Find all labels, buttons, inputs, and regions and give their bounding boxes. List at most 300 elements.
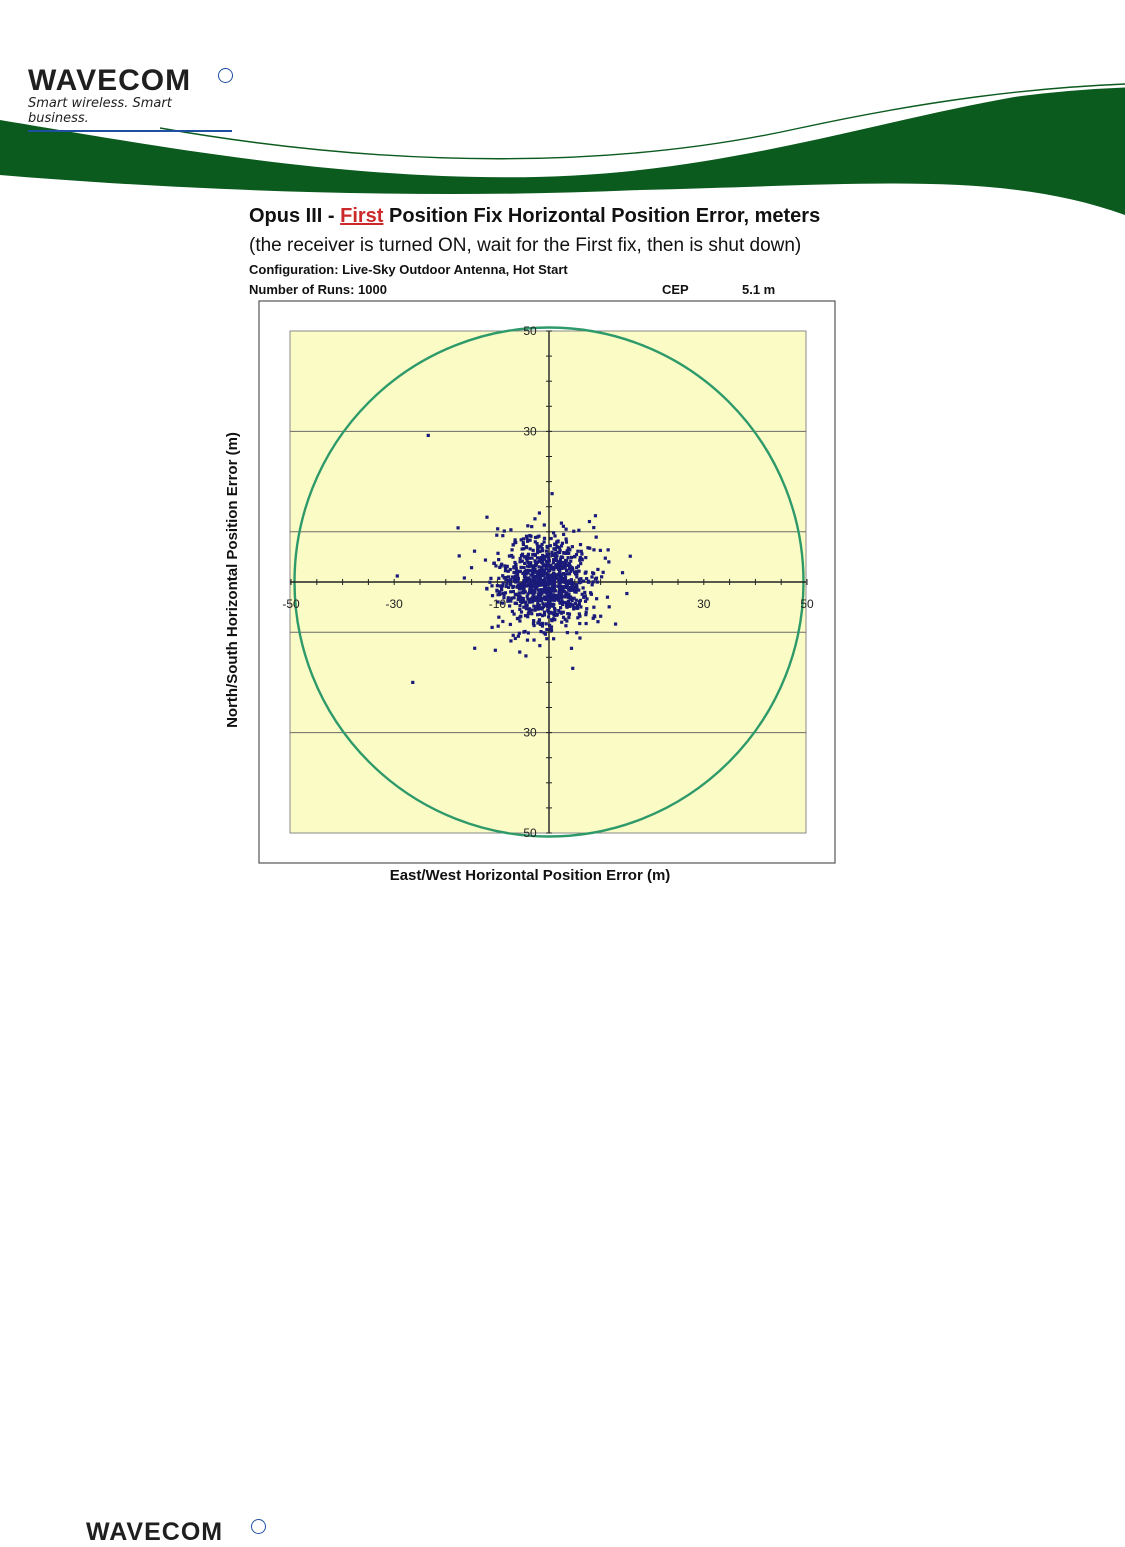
data-point <box>530 612 533 615</box>
data-point <box>592 617 595 620</box>
data-point <box>497 616 500 619</box>
data-point <box>595 597 598 600</box>
data-point <box>567 546 570 549</box>
data-point <box>524 590 527 593</box>
data-point <box>572 581 575 584</box>
data-point <box>575 566 578 569</box>
title-suffix: Position Fix Horizontal Position Error, meters <box>383 205 821 227</box>
data-point <box>529 547 532 550</box>
data-point <box>532 595 535 598</box>
data-point <box>549 611 552 614</box>
data-point <box>524 604 527 607</box>
data-point <box>532 570 535 573</box>
data-point <box>518 608 521 611</box>
y-tick-label: 30 <box>523 725 537 740</box>
data-point <box>543 578 546 581</box>
data-point <box>608 605 611 608</box>
data-point <box>572 530 575 533</box>
data-point-outlier <box>607 560 610 563</box>
data-point <box>522 566 525 569</box>
data-point <box>533 583 536 586</box>
data-point <box>561 580 564 583</box>
data-point <box>629 555 632 558</box>
data-point <box>514 563 517 566</box>
data-point <box>490 584 493 587</box>
data-point <box>599 615 602 618</box>
data-point <box>591 580 594 583</box>
data-point <box>587 581 590 584</box>
data-point <box>575 631 578 634</box>
data-point <box>494 564 497 567</box>
data-point <box>456 526 459 529</box>
data-point <box>537 594 540 597</box>
data-point <box>542 591 545 594</box>
data-point <box>580 550 583 553</box>
data-point <box>591 571 594 574</box>
data-point <box>495 589 498 592</box>
data-point <box>565 541 568 544</box>
data-point <box>503 529 506 532</box>
data-point <box>515 567 518 570</box>
data-point <box>558 586 561 589</box>
data-point <box>522 537 525 540</box>
data-point <box>596 580 599 583</box>
data-point <box>567 616 570 619</box>
data-point <box>543 631 546 634</box>
data-point <box>508 604 511 607</box>
data-point <box>545 628 548 631</box>
chart-subtitle: (the receiver is turned ON, wait for the First fix, then is shut down) <box>249 235 802 256</box>
x-tick-label: 50 <box>800 597 814 611</box>
data-point <box>501 534 504 537</box>
data-point <box>545 637 548 640</box>
data-point <box>553 578 556 581</box>
data-point <box>569 560 572 563</box>
data-point <box>577 570 580 573</box>
data-point <box>578 622 581 625</box>
data-point <box>569 595 572 598</box>
data-point <box>579 577 582 580</box>
data-point <box>534 536 537 539</box>
data-point <box>578 636 581 639</box>
data-point <box>532 638 535 641</box>
configuration-line: Configuration: Live-Sky Outdoor Antenna, Hot Start <box>249 262 568 277</box>
data-point <box>550 599 553 602</box>
data-point <box>541 561 544 564</box>
data-point <box>491 626 494 629</box>
data-point <box>549 628 552 631</box>
data-point <box>532 604 535 607</box>
data-point <box>509 590 512 593</box>
data-point <box>552 603 555 606</box>
data-point <box>550 618 553 621</box>
data-point <box>579 580 582 583</box>
data-point <box>537 620 540 623</box>
data-point <box>556 539 559 542</box>
data-point <box>533 559 536 562</box>
data-point <box>554 597 557 600</box>
data-point <box>574 572 577 575</box>
logo-tagline: Smart wireless. Smart business. <box>28 96 232 132</box>
data-point <box>604 557 607 560</box>
data-point <box>528 539 531 542</box>
data-point <box>558 546 561 549</box>
data-point <box>562 533 565 536</box>
data-point <box>507 579 510 582</box>
data-point <box>543 537 546 540</box>
data-point <box>518 650 521 653</box>
runs-line: Number of Runs: 1000 <box>249 282 387 297</box>
data-point <box>504 576 507 579</box>
data-point <box>523 571 526 574</box>
data-point <box>523 562 526 565</box>
data-point <box>599 549 602 552</box>
data-point <box>497 625 500 628</box>
data-point <box>525 535 528 538</box>
data-point <box>515 602 518 605</box>
data-point <box>584 570 587 573</box>
y-tick-label: 50 <box>523 324 537 338</box>
data-point <box>532 619 535 622</box>
data-point <box>473 550 476 553</box>
data-point <box>496 527 499 530</box>
data-point <box>557 573 560 576</box>
data-point <box>546 546 549 549</box>
data-point <box>504 591 507 594</box>
y-tick-label: 30 <box>523 424 537 439</box>
cep-label: CEP <box>662 282 689 297</box>
data-point <box>576 550 579 553</box>
data-point <box>543 523 546 526</box>
data-point <box>505 582 508 585</box>
data-point <box>533 577 536 580</box>
data-point <box>509 599 512 602</box>
data-point <box>565 569 568 572</box>
data-point <box>526 595 529 598</box>
data-point <box>536 605 539 608</box>
data-point <box>546 609 549 612</box>
data-point <box>549 544 552 547</box>
data-point <box>512 571 515 574</box>
data-point <box>516 570 519 573</box>
data-point <box>607 548 610 551</box>
data-point <box>509 528 512 531</box>
data-point <box>541 624 544 627</box>
data-point <box>534 553 537 556</box>
data-point <box>562 551 565 554</box>
data-point <box>543 611 546 614</box>
data-point-outlier <box>396 574 399 577</box>
data-point <box>550 537 553 540</box>
data-point <box>513 538 516 541</box>
data-point <box>495 534 498 537</box>
data-point <box>532 622 535 625</box>
data-point <box>547 580 550 583</box>
data-point <box>511 610 514 613</box>
data-point <box>600 575 603 578</box>
data-point <box>522 597 525 600</box>
data-point <box>582 586 585 589</box>
title-prefix: Opus III - <box>249 205 341 227</box>
data-point <box>499 584 502 587</box>
data-point-outlier <box>594 514 597 517</box>
data-point <box>552 637 555 640</box>
data-point <box>526 615 529 618</box>
data-point <box>602 571 605 574</box>
data-point <box>585 607 588 610</box>
data-point-outlier <box>463 576 466 579</box>
data-point <box>549 587 552 590</box>
data-point <box>510 548 513 551</box>
data-point <box>552 531 555 534</box>
data-point <box>584 600 587 603</box>
data-point <box>513 596 516 599</box>
data-point <box>516 578 519 581</box>
data-point <box>585 577 588 580</box>
data-point <box>518 604 521 607</box>
data-point <box>545 622 548 625</box>
data-point <box>527 631 530 634</box>
data-point <box>507 586 510 589</box>
data-point <box>496 584 499 587</box>
data-point <box>579 543 582 546</box>
data-point <box>563 573 566 576</box>
data-point-outlier <box>550 492 553 495</box>
data-point <box>522 600 525 603</box>
data-point <box>539 599 542 602</box>
data-point <box>564 576 567 579</box>
data-point <box>556 562 559 565</box>
data-point <box>565 601 568 604</box>
data-point <box>489 577 492 580</box>
data-point <box>516 617 519 620</box>
data-point <box>568 572 571 575</box>
data-point <box>563 595 566 598</box>
data-point <box>572 606 575 609</box>
data-point <box>553 543 556 546</box>
data-point <box>562 525 565 528</box>
data-point <box>519 615 522 618</box>
data-point <box>621 571 624 574</box>
data-point <box>533 609 536 612</box>
data-point <box>545 567 548 570</box>
data-point <box>514 637 517 640</box>
data-point-outlier <box>411 681 414 684</box>
data-point <box>517 635 520 638</box>
data-point <box>560 594 563 597</box>
data-point <box>538 571 541 574</box>
data-point <box>526 639 529 642</box>
data-point <box>547 592 550 595</box>
data-point <box>588 520 591 523</box>
data-point <box>530 525 533 528</box>
data-point <box>548 624 551 627</box>
data-point <box>531 573 534 576</box>
data-point <box>596 568 599 571</box>
data-point <box>625 592 628 595</box>
data-point <box>575 575 578 578</box>
data-point <box>559 606 562 609</box>
data-point <box>534 540 537 543</box>
data-point <box>559 577 562 580</box>
data-point <box>560 591 563 594</box>
data-point <box>584 594 587 597</box>
data-point <box>543 558 546 561</box>
data-point <box>567 556 570 559</box>
data-point <box>506 600 509 603</box>
data-point <box>591 583 594 586</box>
data-point <box>524 584 527 587</box>
data-point <box>531 591 534 594</box>
data-point <box>577 529 580 532</box>
data-point <box>545 550 548 553</box>
data-point <box>499 564 502 567</box>
data-point <box>584 556 587 559</box>
data-point <box>588 547 591 550</box>
data-point <box>522 541 525 544</box>
data-point <box>526 524 529 527</box>
data-point <box>541 554 544 557</box>
data-point <box>554 548 557 551</box>
data-point <box>484 558 487 561</box>
data-point <box>504 569 507 572</box>
data-point <box>511 586 514 589</box>
data-point <box>540 566 543 569</box>
footer-wordmark: WAVECOM <box>86 1518 224 1546</box>
data-point <box>575 583 578 586</box>
data-point <box>565 619 568 622</box>
data-point <box>589 591 592 594</box>
data-point <box>552 590 555 593</box>
data-point <box>570 578 573 581</box>
data-point <box>565 559 568 562</box>
data-point <box>579 562 582 565</box>
data-point <box>578 600 581 603</box>
data-point <box>560 522 563 525</box>
data-point <box>529 535 532 538</box>
data-point <box>520 554 523 557</box>
data-point <box>496 552 499 555</box>
data-point <box>594 577 597 580</box>
data-point <box>569 564 572 567</box>
x-tick-label: -10 <box>488 597 507 611</box>
data-point <box>548 567 551 570</box>
data-point <box>523 578 526 581</box>
data-point <box>560 621 563 624</box>
data-point <box>571 584 574 587</box>
data-point <box>566 631 569 634</box>
data-point <box>548 576 551 579</box>
data-point <box>585 622 588 625</box>
data-point <box>527 569 530 572</box>
data-point <box>567 581 570 584</box>
data-point <box>606 596 609 599</box>
data-point <box>485 587 488 590</box>
footer-logo-mark-icon <box>251 1519 266 1534</box>
data-point <box>539 630 542 633</box>
data-point <box>552 572 555 575</box>
data-point-outlier <box>427 434 430 437</box>
data-point <box>564 537 567 540</box>
data-point <box>559 602 562 605</box>
data-point <box>530 608 533 611</box>
data-point <box>541 549 544 552</box>
data-point <box>532 549 535 552</box>
data-point <box>516 585 519 588</box>
y-tick-label: 50 <box>523 826 537 840</box>
data-point-outlier <box>473 647 476 650</box>
data-point <box>547 615 550 618</box>
data-point <box>525 546 528 549</box>
data-point <box>536 545 539 548</box>
data-point <box>596 620 599 623</box>
data-point <box>501 574 504 577</box>
data-point <box>584 613 587 616</box>
data-point <box>516 593 519 596</box>
x-tick-label: -30 <box>385 597 403 611</box>
data-point <box>592 526 595 529</box>
data-point <box>532 564 535 567</box>
data-point <box>524 654 527 657</box>
data-point <box>563 563 566 566</box>
data-point <box>509 639 512 642</box>
data-point-outlier <box>571 667 574 670</box>
data-point <box>570 647 573 650</box>
data-point <box>554 608 557 611</box>
data-point <box>510 554 513 557</box>
data-point <box>530 557 533 560</box>
data-point <box>565 606 568 609</box>
data-point <box>532 598 535 601</box>
data-point <box>575 606 578 609</box>
data-point <box>544 604 547 607</box>
data-point <box>497 577 500 580</box>
logo-wordmark: WAVECOM <box>28 64 192 97</box>
data-point <box>519 566 522 569</box>
data-point <box>527 557 530 560</box>
data-point <box>570 556 573 559</box>
data-point <box>470 566 473 569</box>
data-point-outlier <box>458 554 461 557</box>
data-point <box>493 562 496 565</box>
title-highlight: First <box>340 205 384 227</box>
data-point <box>542 570 545 573</box>
data-point <box>527 553 530 556</box>
data-point <box>553 585 556 588</box>
data-point <box>583 591 586 594</box>
data-point <box>573 597 576 600</box>
data-point <box>571 545 574 548</box>
data-point <box>543 540 546 543</box>
data-point <box>521 547 524 550</box>
data-point <box>537 535 540 538</box>
data-point <box>551 567 554 570</box>
data-point <box>538 644 541 647</box>
data-point <box>575 587 578 590</box>
data-point <box>488 581 491 584</box>
x-axis-label: East/West Horizontal Position Error (m) <box>389 867 671 884</box>
data-point <box>568 613 571 616</box>
data-point <box>590 575 593 578</box>
data-point <box>541 614 544 617</box>
data-point <box>579 556 582 559</box>
data-point <box>529 564 532 567</box>
data-point <box>561 542 564 545</box>
data-point <box>555 614 558 617</box>
data-point <box>572 587 575 590</box>
data-point <box>576 616 579 619</box>
data-point <box>509 568 512 571</box>
